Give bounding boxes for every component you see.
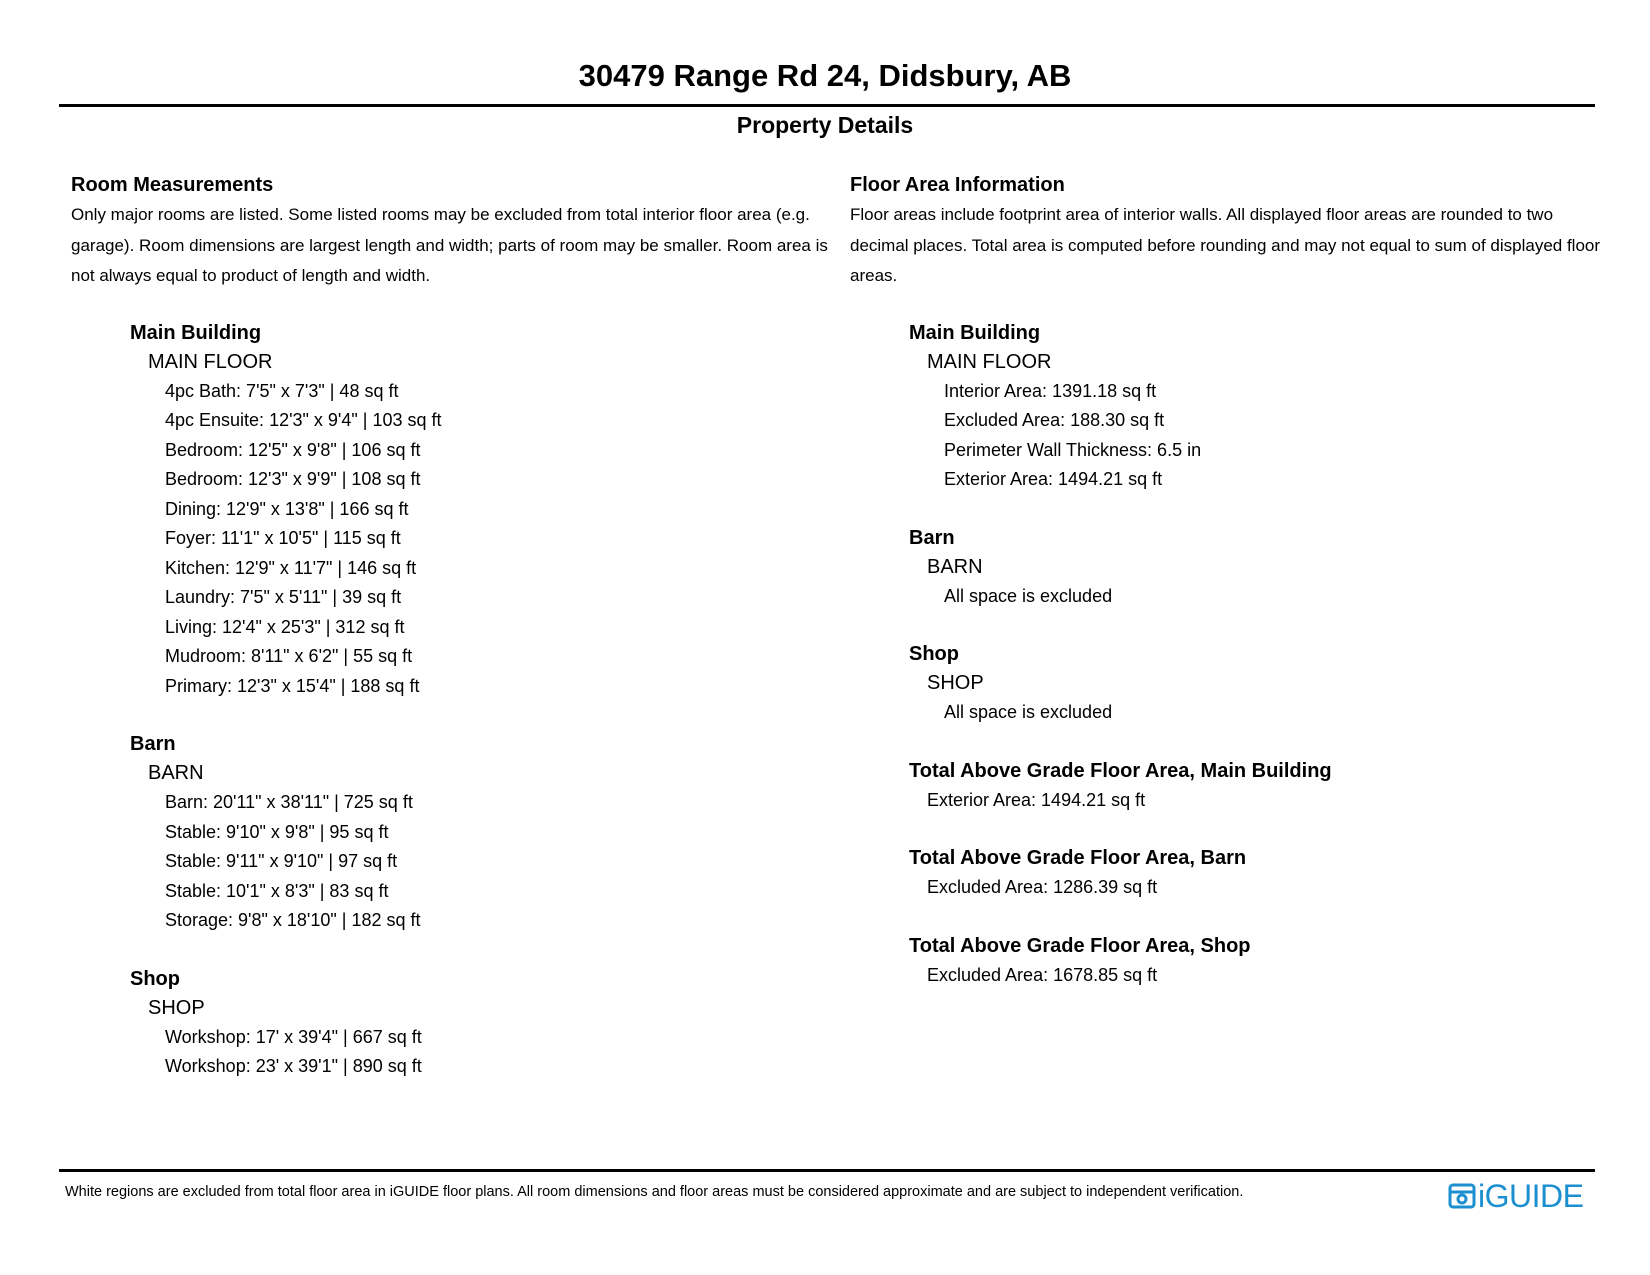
room-item: Dining: 12'9" x 13'8" | 166 sq ft	[165, 498, 409, 519]
total-value: Excluded Area: 1678.85 sq ft	[927, 964, 1158, 985]
room-item: Stable: 9'10" x 9'8" | 95 sq ft	[165, 821, 389, 842]
building-title: Shop	[909, 643, 959, 665]
floor-area-column	[850, 170, 1610, 1019]
building-title: Main Building	[130, 321, 262, 344]
building-title: Barn	[130, 733, 176, 755]
room-item: Storage: 9'8" x 18'10" | 182 sq ft	[165, 910, 421, 930]
floor-name: MAIN FLOOR	[148, 350, 273, 373]
footer-disclaimer: White regions are excluded from total floor area in iGUIDE floor plans. All room dimensions and floor areas must be considered approximate and are subject to independent verification.	[65, 1184, 1244, 1200]
camera-icon	[1448, 1182, 1476, 1210]
room-item: 4pc Ensuite: 12'3" x 9'4" | 103 sq ft	[165, 410, 442, 430]
room-item: Mudroom: 8'11" x 6'2" | 55 sq ft	[165, 646, 413, 666]
floor-name: BARN	[148, 762, 204, 784]
room-item: Bedroom: 12'3" x 9'9" | 108 sq ft	[165, 469, 421, 489]
total-value: Excluded Area: 1286.39 sq ft	[927, 877, 1158, 897]
area-group-shop	[909, 640, 1610, 728]
room-item: Workshop: 17' x 39'4" | 667 sq ft	[165, 1026, 422, 1047]
area-group-main-building	[909, 319, 1610, 495]
area-item: Exterior Area: 1494.21 sq ft	[944, 469, 1163, 489]
page-title: 30479 Range Rd 24, Didsbury, AB	[578, 58, 1072, 93]
building-title: Shop	[130, 967, 180, 990]
area-item: Perimeter Wall Thickness: 6.5 in	[944, 439, 1202, 460]
excluded-note: All space is excluded	[944, 585, 1113, 606]
floor-area-groups	[850, 319, 1610, 991]
room-measurements-column	[71, 170, 831, 1111]
floor-area-description: Floor areas include footprint area of interior walls. All displayed floor areas are rounded to two decimal places. Total area is computed before rounding and may not equal to sum of displayed floor areas.	[850, 205, 1601, 285]
room-item: Living: 12'4" x 25'3" | 312 sq ft	[165, 616, 405, 637]
total-main-building	[909, 757, 1610, 816]
floor-name: SHOP	[927, 672, 984, 694]
total-title: Total Above Grade Floor Area, Barn	[909, 847, 1247, 869]
room-group-shop	[130, 965, 831, 1082]
area-group-barn	[909, 524, 1610, 612]
building-title: Main Building	[909, 321, 1041, 344]
total-barn	[909, 844, 1610, 903]
room-item: 4pc Bath: 7'5" x 7'3" | 48 sq ft	[165, 380, 399, 401]
header-divider	[59, 104, 1595, 107]
room-groups	[71, 319, 831, 1082]
room-list	[130, 1023, 831, 1082]
total-title: Total Above Grade Floor Area, Main Building	[909, 759, 1332, 782]
room-list	[130, 377, 831, 702]
floor-name: BARN	[927, 555, 983, 578]
room-item: Laundry: 7'5" x 5'11" | 39 sq ft	[165, 587, 402, 607]
room-item: Kitchen: 12'9" x 11'7" | 146 sq ft	[165, 557, 417, 578]
room-item: Bedroom: 12'5" x 9'8" | 106 sq ft	[165, 439, 421, 460]
room-measurements-description: Only major rooms are listed. Some listed rooms may be excluded from total interior floor area (e.g. garage). Room dimensions are largest length and width; parts of room may be smaller. Room area is not always equal to product of length and width.	[71, 205, 828, 285]
total-value: Exterior Area: 1494.21 sq ft	[927, 789, 1146, 810]
total-title: Total Above Grade Floor Area, Shop	[909, 934, 1251, 957]
room-item: Barn: 20'11" x 38'11" | 725 sq ft	[165, 792, 413, 812]
floor-area-heading: Floor Area Information	[850, 174, 1065, 196]
room-item: Stable: 10'1" x 8'3" | 83 sq ft	[165, 880, 389, 901]
room-group-barn	[130, 730, 831, 936]
floor-name: SHOP	[148, 996, 205, 1019]
footer-divider	[59, 1169, 1595, 1172]
area-item: Interior Area: 1391.18 sq ft	[944, 380, 1157, 401]
room-item: Foyer: 11'1" x 10'5" | 115 sq ft	[165, 528, 401, 548]
room-item: Primary: 12'3" x 15'4" | 188 sq ft	[165, 675, 420, 696]
excluded-note: All space is excluded	[944, 702, 1113, 722]
room-list	[130, 788, 831, 936]
floor-name: MAIN FLOOR	[927, 350, 1052, 373]
iguide-logo	[1448, 1178, 1583, 1214]
room-item: Stable: 9'11" x 9'10" | 97 sq ft	[165, 851, 398, 871]
building-title: Barn	[909, 526, 955, 549]
logo-wordmark: iGUIDE	[1478, 1178, 1584, 1214]
room-item: Workshop: 23' x 39'1" | 890 sq ft	[165, 1056, 422, 1076]
area-list	[909, 698, 1610, 728]
page-subtitle: Property Details	[736, 112, 914, 138]
area-list	[909, 377, 1610, 495]
total-shop	[909, 932, 1610, 991]
area-list	[909, 582, 1610, 612]
area-item: Excluded Area: 188.30 sq ft	[944, 410, 1165, 430]
room-measurements-heading: Room Measurements	[71, 174, 274, 196]
room-group-main-building	[130, 319, 831, 702]
